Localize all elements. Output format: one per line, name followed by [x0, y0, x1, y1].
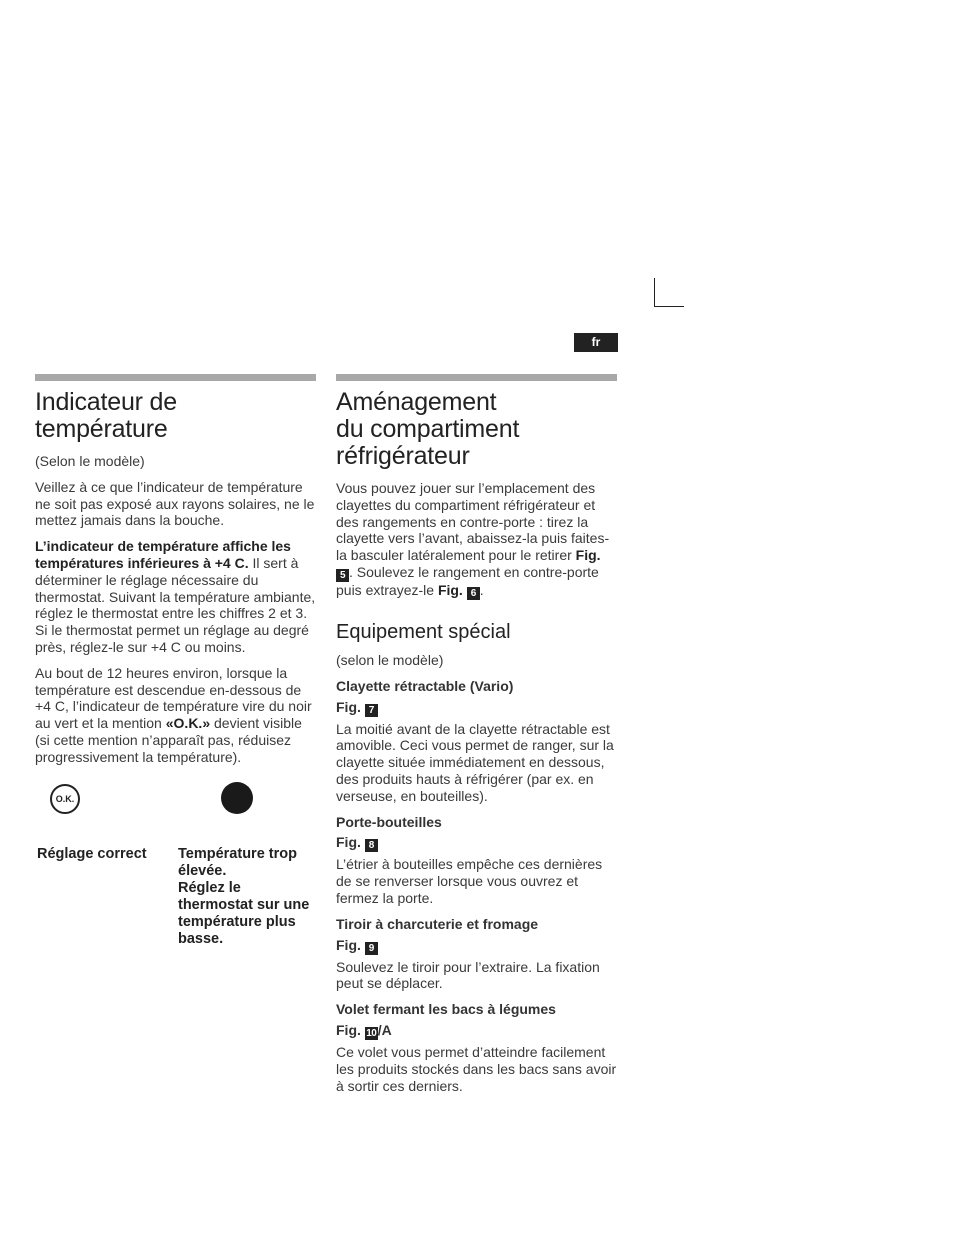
special-equipment-title: Equipement spécial [336, 620, 511, 643]
left-column [35, 374, 316, 956]
equipment-item [336, 678, 617, 805]
ok-indicator-icon: O.K. [50, 784, 80, 814]
temperature-indicator-title: Indicateur de température [35, 388, 177, 443]
paragraph-2: L’indicateur de température affiche les températures inférieures à +4 C. Il sert à déterminer le réglage nécessaire du thermostat. Suivant la température ambiante, réglez le thermostat entre les chiffres 2 et 3. Si le thermostat permet un réglage au degré près, réglez-le sur +4 C ou moins. [35, 538, 316, 655]
item-text: Ce volet vous permet d’atteindre facilement les produits stockés dans les bacs sans avoir à sortir ces derniers. [336, 1043, 617, 1094]
caption-too-high: Température trop élevée. Réglez le thermostat sur une température plus basse. [178, 845, 310, 947]
item-title: Tiroir à charcuterie et fromage [336, 915, 539, 932]
figure-number-icon: 7 [365, 704, 378, 717]
language-badge: fr [574, 333, 618, 352]
figure-number-icon: 10 [366, 1027, 377, 1039]
item-title: Clayette rétractable (Vario) [336, 677, 514, 694]
item-text: La moitié avant de la clayette rétractable est amovible. Ceci vous permet de ranger, sur la clayette située immédiatement en dessous, des produits hauts à réfrigérer (par ex. en verseuse, en bouteilles). [336, 720, 614, 804]
black-dot-indicator-icon [221, 782, 253, 814]
figure-number-icon: 9 [365, 942, 378, 955]
item-text: L’étrier à bouteilles empêche ces dernières de se renverser lorsque vous ouvrez et fermez la porte. [336, 856, 603, 906]
item-figure-ref: Fig. 8 [336, 834, 617, 852]
section-rule [336, 374, 617, 381]
item-title: Porte-bouteilles [336, 813, 442, 830]
model-note: (Selon le modèle) [35, 453, 145, 469]
figure-number-icon: 8 [365, 839, 378, 852]
intro-paragraph: Vous pouvez jouer sur l’emplacement des clayettes du compartiment réfrigérateur et des rangements en contre-porte : tirez la clayette vers l’avant, abaissez-la puis faites-la basculer latéralement pour le retirer Fig. 5 . Soulevez le rangement en contre-porte puis extrayez-le Fig. 6 . [336, 480, 610, 599]
paragraph-3: Au bout de 12 heures environ, lorsque la température est descendue en-dessous de +4 C, l’indicateur de température vire du noir au vert et la mention «O.K.» devient visible (si cette mention n’apparaît pas, réduisez progressivement la température). [35, 664, 312, 765]
item-figure-ref: Fig. 10/A [336, 1021, 392, 1039]
model-note: (selon le modèle) [336, 651, 444, 668]
caption-correct: Réglage correct [37, 845, 147, 862]
equipment-item [336, 1001, 617, 1094]
fridge-layout-title: Aménagement du compartiment réfrigérateur [336, 388, 520, 470]
item-figure-ref: Fig. 9 [336, 937, 617, 955]
equipment-item [336, 916, 617, 992]
equipment-item [336, 814, 617, 907]
item-figure-ref: Fig. 7 [336, 699, 617, 717]
figure-number-icon: 6 [467, 587, 480, 600]
paragraph-1: Veillez à ce que l’indicateur de température ne soit pas exposé aux rayons solaires, ne le mettez jamais dans la bouche. [35, 478, 315, 529]
item-title: Volet fermant les bacs à légumes [336, 1001, 556, 1018]
section-rule [35, 374, 316, 381]
indicator-icons [35, 776, 316, 846]
right-column [336, 374, 617, 1103]
figure-number-icon: 5 [336, 569, 349, 582]
crop-mark [654, 278, 684, 307]
item-text: Soulevez le tiroir pour l’extraire. La fixation peut se déplacer. [336, 958, 600, 992]
indicator-captions [35, 846, 316, 956]
